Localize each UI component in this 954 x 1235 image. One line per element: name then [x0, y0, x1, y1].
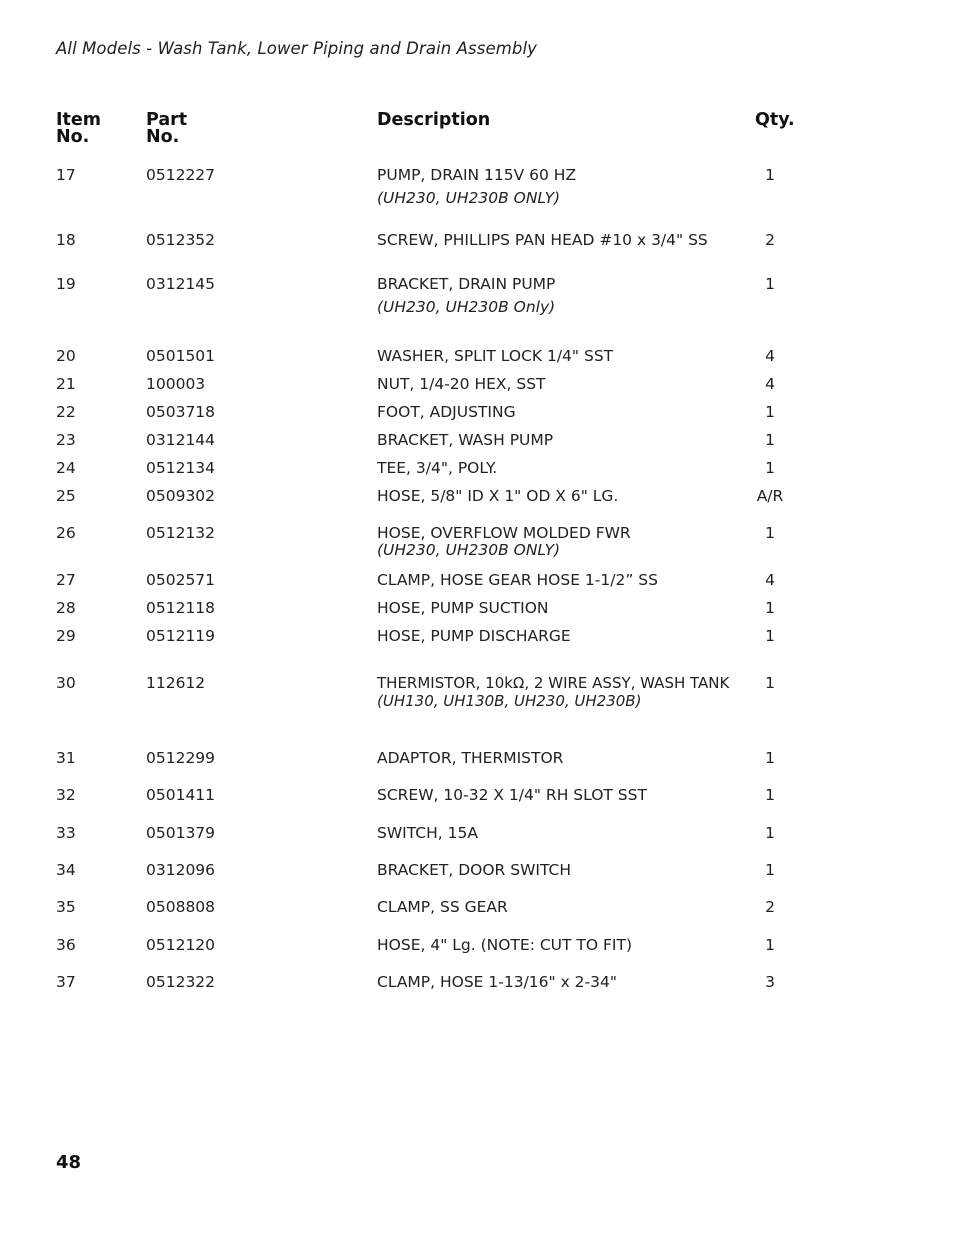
- quantity: 1: [765, 166, 775, 184]
- part-number: 0312144: [146, 431, 216, 449]
- description-cell: [377, 524, 747, 559]
- description-text: THERMISTOR, 10kΩ, 2 WIRE ASSY, WASH TANK: [377, 674, 730, 692]
- quantity: 4: [765, 375, 775, 393]
- quantity: 1: [765, 275, 775, 293]
- description-text: HOSE, OVERFLOW MOLDED FWR: [377, 524, 631, 542]
- description-cell: [377, 375, 747, 393]
- quantity: A/R: [756, 487, 784, 505]
- quantity: 1: [765, 599, 775, 617]
- description-cell: [377, 936, 747, 954]
- item-number: 31: [56, 749, 76, 767]
- column-header-qty: Qty.: [755, 110, 795, 130]
- item-number: 27: [56, 571, 76, 589]
- part-number: 0502571: [146, 571, 216, 589]
- description-text: CLAMP, HOSE 1-13/16" x 2-34": [377, 973, 617, 991]
- quantity: 3: [765, 973, 775, 991]
- item-number: 32: [56, 786, 76, 804]
- description-cell: [377, 431, 747, 449]
- item-number: 33: [56, 824, 76, 842]
- description-text: BRACKET, WASH PUMP: [377, 431, 554, 449]
- item-number: 22: [56, 403, 76, 421]
- part-number: 0501501: [146, 347, 216, 365]
- item-number: 26: [56, 524, 76, 542]
- item-number: 19: [56, 275, 76, 293]
- model-note: (UH230, UH230B ONLY): [377, 189, 561, 207]
- description-cell: [377, 973, 747, 991]
- column-header-part-no: Part No.: [146, 110, 188, 147]
- part-number: 0512120: [146, 936, 216, 954]
- description-cell: [377, 571, 747, 589]
- part-number: 0512227: [146, 166, 216, 184]
- part-number: 112612: [146, 674, 206, 692]
- description-cell: [377, 459, 747, 477]
- description-text: FOOT, ADJUSTING: [377, 403, 516, 421]
- description-text: HOSE, PUMP SUCTION: [377, 599, 549, 617]
- quantity: 1: [765, 403, 775, 421]
- quantity: 1: [765, 786, 775, 804]
- description-cell: [377, 749, 747, 767]
- item-number: 18: [56, 231, 76, 249]
- part-number: 0501411: [146, 786, 216, 804]
- description-text: WASHER, SPLIT LOCK 1/4" SST: [377, 347, 614, 365]
- item-number: 20: [56, 347, 76, 365]
- item-number: 21: [56, 375, 76, 393]
- description-cell: [377, 674, 755, 710]
- part-number: 0512352: [146, 231, 216, 249]
- part-number: 0503718: [146, 403, 216, 421]
- description-cell: [377, 898, 747, 916]
- part-number: 0501379: [146, 824, 216, 842]
- model-note: (UH230, UH230B Only): [377, 298, 556, 316]
- description-text: BRACKET, DOOR SWITCH: [377, 861, 572, 879]
- item-number: 30: [56, 674, 76, 692]
- part-number: 0312096: [146, 861, 216, 879]
- quantity: 1: [765, 627, 775, 645]
- item-number: 23: [56, 431, 76, 449]
- item-number: 28: [56, 599, 76, 617]
- quantity: 1: [765, 674, 775, 692]
- quantity: 2: [765, 898, 775, 916]
- description-cell: [377, 627, 747, 645]
- item-number: 29: [56, 627, 76, 645]
- quantity: 1: [765, 431, 775, 449]
- description-text: SWITCH, 15A: [377, 824, 478, 842]
- part-number: 0512134: [146, 459, 216, 477]
- description-text: SCREW, PHILLIPS PAN HEAD #10 x 3/4" SS: [377, 231, 708, 249]
- description-cell: [377, 861, 747, 879]
- item-number: 17: [56, 166, 76, 184]
- part-number: 0508808: [146, 898, 216, 916]
- item-number: 37: [56, 973, 76, 991]
- description-text: CLAMP, HOSE GEAR HOSE 1-1/2” SS: [377, 571, 658, 589]
- item-number: 25: [56, 487, 76, 505]
- quantity: 1: [765, 861, 775, 879]
- quantity: 1: [765, 749, 775, 767]
- description-text: ADAPTOR, THERMISTOR: [377, 749, 564, 767]
- description-cell: [377, 487, 747, 505]
- item-number: 24: [56, 459, 76, 477]
- description-text: SCREW, 10-32 X 1/4" RH SLOT SST: [377, 786, 647, 804]
- description-cell: [377, 231, 747, 249]
- page-number: 48: [56, 1152, 82, 1173]
- page-header-title: All Models - Wash Tank, Lower Piping and Drain Assembly: [56, 39, 537, 58]
- description-text: NUT, 1/4-20 HEX, SST: [377, 375, 546, 393]
- quantity: 2: [765, 231, 775, 249]
- description-cell: [377, 403, 747, 421]
- quantity: 1: [765, 459, 775, 477]
- quantity: 1: [765, 936, 775, 954]
- description-cell: [377, 786, 747, 804]
- model-note: (UH130, UH130B, UH230, UH230B): [377, 692, 642, 710]
- part-number: 0512299: [146, 749, 216, 767]
- item-number: 34: [56, 861, 76, 879]
- item-number: 35: [56, 898, 76, 916]
- description-cell: [377, 824, 747, 842]
- part-number: 0512119: [146, 627, 216, 645]
- part-number: 0512322: [146, 973, 216, 991]
- description-cell: [377, 599, 747, 617]
- description-cell: [377, 275, 747, 316]
- description-text: PUMP, DRAIN 115V 60 HZ: [377, 166, 577, 184]
- description-cell: [377, 166, 747, 207]
- item-number: 36: [56, 936, 76, 954]
- quantity: 4: [765, 347, 775, 365]
- part-number: 100003: [146, 375, 206, 393]
- description-text: HOSE, 4" Lg. (NOTE: CUT TO FIT): [377, 936, 633, 954]
- description-text: HOSE, 5/8" ID X 1" OD X 6" LG.: [377, 487, 619, 505]
- part-number: 0512132: [146, 524, 216, 542]
- quantity: 1: [765, 524, 775, 542]
- part-number: 0512118: [146, 599, 216, 617]
- column-header-item-no: Item No.: [56, 110, 101, 147]
- description-text: CLAMP, SS GEAR: [377, 898, 508, 916]
- quantity: 1: [765, 824, 775, 842]
- column-header-description: Description: [377, 110, 491, 130]
- description-text: BRACKET, DRAIN PUMP: [377, 275, 556, 293]
- part-number: 0312145: [146, 275, 216, 293]
- quantity: 4: [765, 571, 775, 589]
- model-note: (UH230, UH230B ONLY): [377, 541, 561, 559]
- part-number: 0509302: [146, 487, 216, 505]
- description-text: TEE, 3/4", POLY.: [377, 459, 498, 477]
- description-text: HOSE, PUMP DISCHARGE: [377, 627, 571, 645]
- description-cell: [377, 347, 747, 365]
